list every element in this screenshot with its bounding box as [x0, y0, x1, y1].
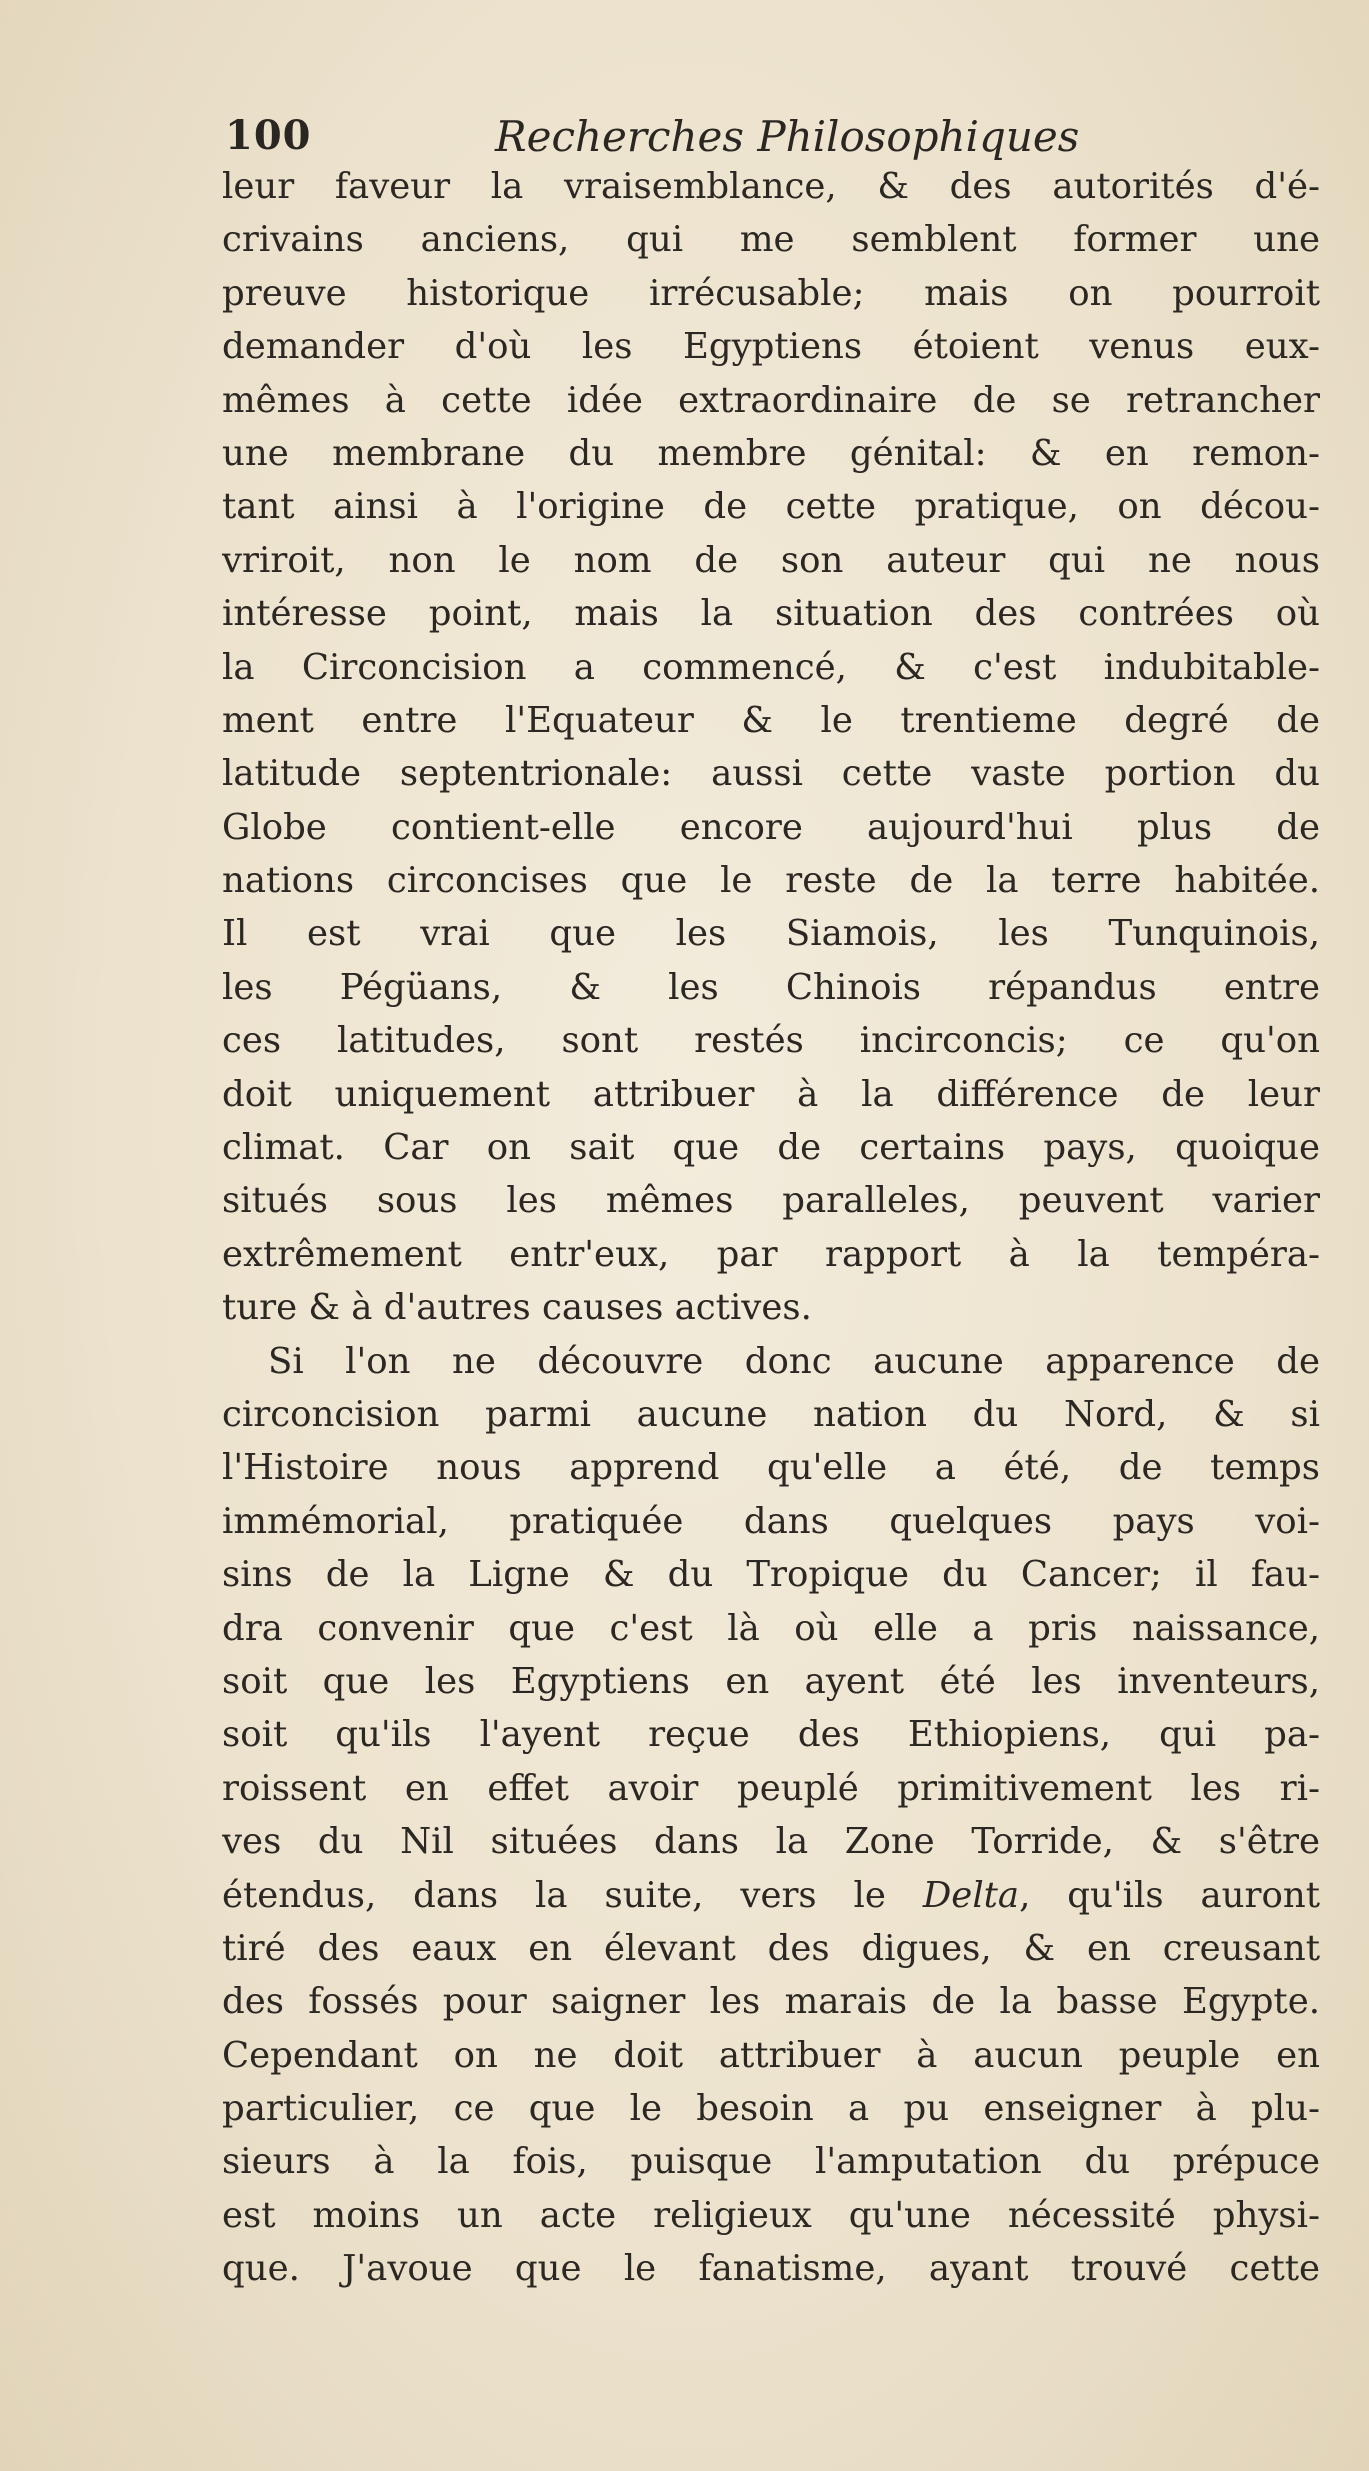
text-line: tant ainsi à l'origine de cette pratique, on décou-: [222, 486, 1320, 528]
text-line: nations circoncises que le reste de la terre habitée.: [222, 860, 1320, 902]
text-line: sins de la Ligne & du Tropique du Cancer; il fau-: [222, 1554, 1320, 1596]
text-line: Globe contient-elle encore aujourd'hui plus de: [222, 806, 1320, 848]
text-line: leur faveur la vraisemblance, & des autorités d'é-: [222, 166, 1320, 207]
text-line: latitude septentrionale: aussi cette vaste portion du: [222, 753, 1320, 795]
text-line: l'Histoire nous apprend qu'elle a été, de temps: [222, 1447, 1320, 1489]
running-title: Recherches Philosophiques: [495, 112, 1080, 161]
text-line: situés sous les mêmes paralleles, peuvent varier: [222, 1180, 1320, 1222]
text-line: roissent en effet avoir peuplé primitivement les ri-: [222, 1767, 1320, 1809]
text-line: la Circoncision a commencé, & c'est indubitable-: [222, 646, 1320, 688]
text-line: circoncision parmi aucune nation du Nord, & si: [222, 1393, 1320, 1435]
text-line: les Pégüans, & les Chinois répandus entre: [222, 966, 1320, 1008]
text-line: doit uniquement attribuer à la différence de leur: [222, 1073, 1320, 1115]
text-line: sieurs à la fois, puisque l'amputation du prépuce: [222, 2141, 1320, 2183]
text-line: une membrane du membre génital: & en remon-: [222, 432, 1320, 474]
text-line: ces latitudes, sont restés incirconcis; ce qu'on: [222, 1020, 1320, 1062]
page-number: 100: [225, 112, 312, 159]
text-line: demander d'où les Egyptiens étoient venus eux-: [222, 326, 1320, 368]
body-text: [222, 160, 1320, 2296]
text-line: preuve historique irrécusable; mais on pourroit: [222, 272, 1320, 314]
text-line: Cependant on ne doit attribuer à aucun peuple en: [222, 2034, 1320, 2076]
text-line: extrêmement entr'eux, par rapport à la tempéra-: [222, 1233, 1320, 1275]
paragraph-start-line: Si l'on ne découvre donc aucune apparence de: [268, 1340, 1320, 1382]
text-line: étendus, dans la suite, vers le Delta, qu'ils auront: [222, 1874, 1320, 1916]
text-line: intéresse point, mais la situation des contrées où: [222, 593, 1320, 635]
text-line: dra convenir que c'est là où elle a pris naissance,: [222, 1607, 1320, 1649]
text-line: soit qu'ils l'ayent reçue des Ethiopiens, qui pa-: [222, 1714, 1320, 1756]
text-line: des fossés pour saigner les marais de la basse Egypte.: [222, 1981, 1320, 2023]
text-line: vriroit, non le nom de son auteur qui ne nous: [222, 539, 1320, 581]
text-line: ves du Nil situées dans la Zone Torride, & s'être: [222, 1821, 1320, 1863]
text-line: tiré des eaux en élevant des digues, & en creusant: [222, 1927, 1320, 1969]
text-line: que. J'avoue que le fanatisme, ayant trouvé cette: [222, 2248, 1320, 2290]
text-line: immémorial, pratiquée dans quelques pays voi-: [222, 1500, 1320, 1542]
text-line: est moins un acte religieux qu'une nécessité physi-: [222, 2194, 1320, 2236]
italic-word: Delta: [922, 1874, 1020, 1916]
text-line: particulier, ce que le besoin a pu enseigner à plu-: [222, 2088, 1320, 2130]
text-line: mêmes à cette idée extraordinaire de se retrancher: [222, 379, 1320, 421]
text-line: Il est vrai que les Siamois, les Tunquinois,: [222, 913, 1320, 955]
paragraph-end-line: ture & à d'autres causes actives.: [222, 1287, 812, 1329]
text-line: soit que les Egyptiens en ayent été les inventeurs,: [222, 1660, 1320, 1702]
text-line: ment entre l'Equateur & le trentieme degré de: [222, 699, 1320, 741]
text-line: climat. Car on sait que de certains pays, quoique: [222, 1127, 1320, 1169]
text-line: crivains anciens, qui me semblent former une: [222, 219, 1320, 261]
